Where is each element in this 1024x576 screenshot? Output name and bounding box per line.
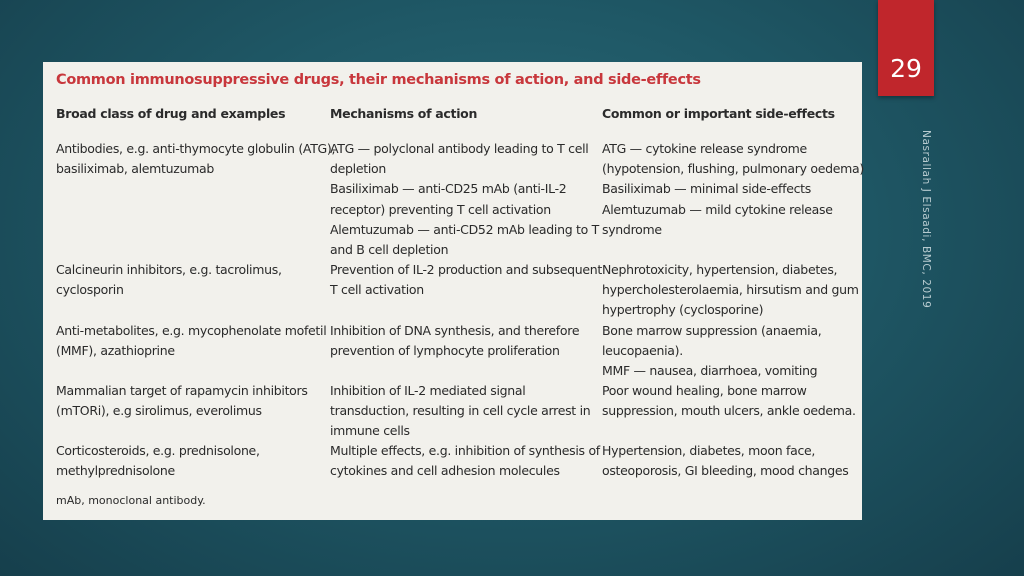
cell-line: depletion <box>330 161 386 177</box>
slide-number: 29 <box>890 54 922 83</box>
header-drug-class: Broad class of drug and examples <box>56 106 286 121</box>
cell-line: Basiliximab — anti-CD25 mAb (anti-IL-2 <box>330 181 567 197</box>
cell-line: methylprednisolone <box>56 463 175 479</box>
cell-mechanism <box>330 139 599 260</box>
cell-line: suppression, mouth ulcers, ankle oedema. <box>602 403 856 419</box>
cell-drug <box>56 139 336 179</box>
cell-line: cyclosporin <box>56 282 124 298</box>
cell-line: hypertrophy (cyclosporine) <box>602 302 764 318</box>
cell-line: (hypotension, flushing, pulmonary oedema) <box>602 161 864 177</box>
header-mechanism: Mechanisms of action <box>330 106 478 121</box>
cell-drug <box>56 260 316 300</box>
cell-line: hypercholesterolaemia, hirsutism and gum <box>602 282 859 298</box>
cell-line: osteoporosis, GI bleeding, mood changes <box>602 463 849 479</box>
cell-line: Corticosteroids, e.g. prednisolone, <box>56 443 260 458</box>
cell-line: immune cells <box>330 423 410 439</box>
cell-line: ATG — polyclonal antibody leading to T cell <box>330 141 589 156</box>
cell-line: Alemtuzumab — anti-CD52 mAb leading to T <box>330 221 599 237</box>
cell-mechanism <box>330 381 595 442</box>
cell-line: Antibodies, e.g. anti-thymocyte globulin (ATG), <box>56 141 336 156</box>
cell-line: ATG — cytokine release syndrome <box>602 141 807 156</box>
cell-line: Anti-metabolites, e.g. mycophenolate mofetil <box>56 323 327 338</box>
cell-drug <box>56 321 327 361</box>
drug-table <box>43 62 862 520</box>
cell-line: Poor wound healing, bone marrow <box>602 383 807 398</box>
cell-drug <box>56 441 316 481</box>
cell-line: transduction, resulting in cell cycle arrest in <box>330 403 591 419</box>
cell-line: Bone marrow suppression (anaemia, <box>602 323 822 338</box>
cell-mechanism <box>330 260 603 300</box>
cell-line: Hypertension, diabetes, moon face, <box>602 443 816 458</box>
table-footnote: mAb, monoclonal antibody. <box>56 494 206 507</box>
cell-line: leucopaenia). <box>602 343 683 359</box>
cell-line: Alemtuzumab — mild cytokine release <box>602 201 833 217</box>
cell-line: Inhibition of DNA synthesis, and therefore <box>330 323 580 338</box>
cell-side-effects <box>602 381 857 421</box>
slide-number-badge <box>878 0 934 96</box>
cell-line: basiliximab, alemtuzumab <box>56 161 214 177</box>
cell-line: MMF — nausea, diarrhoea, vomiting <box>602 363 818 379</box>
cell-line: Basiliximab — minimal side-effects <box>602 181 811 197</box>
cell-line: receptor) preventing T cell activation <box>330 201 551 217</box>
header-side-effects: Common or important side-effects <box>602 106 835 121</box>
cell-line: (MMF), azathioprine <box>56 343 175 359</box>
cell-line: and B cell depletion <box>330 242 449 258</box>
cell-line: cytokines and cell adhesion molecules <box>330 463 560 479</box>
cell-line: T cell activation <box>330 282 424 298</box>
cell-line: (mTORi), e.g sirolimus, everolimus <box>56 403 262 419</box>
cell-mechanism <box>330 441 600 481</box>
cell-line: Inhibition of IL-2 mediated signal <box>330 383 526 398</box>
cell-line: syndrome <box>602 221 662 237</box>
source-credit: Nasrallah J Elsaadi, BMC, 2019 <box>920 130 932 309</box>
cell-drug <box>56 381 316 421</box>
cell-line: Mammalian target of rapamycin inhibitors <box>56 383 308 398</box>
table-title: Common immunosuppressive drugs, their mechanisms of action, and side-effects <box>56 72 701 88</box>
cell-side-effects <box>602 441 857 481</box>
cell-side-effects <box>602 139 864 240</box>
cell-side-effects <box>602 260 857 321</box>
cell-line: Nephrotoxicity, hypertension, diabetes, <box>602 262 838 277</box>
cell-mechanism <box>330 321 595 361</box>
cell-line: Calcineurin inhibitors, e.g. tacrolimus, <box>56 262 282 277</box>
cell-line: Prevention of IL-2 production and subsequent <box>330 262 603 277</box>
cell-side-effects <box>602 321 857 382</box>
cell-line: prevention of lymphocyte proliferation <box>330 343 560 359</box>
cell-line: Multiple effects, e.g. inhibition of synthesis of <box>330 443 600 458</box>
